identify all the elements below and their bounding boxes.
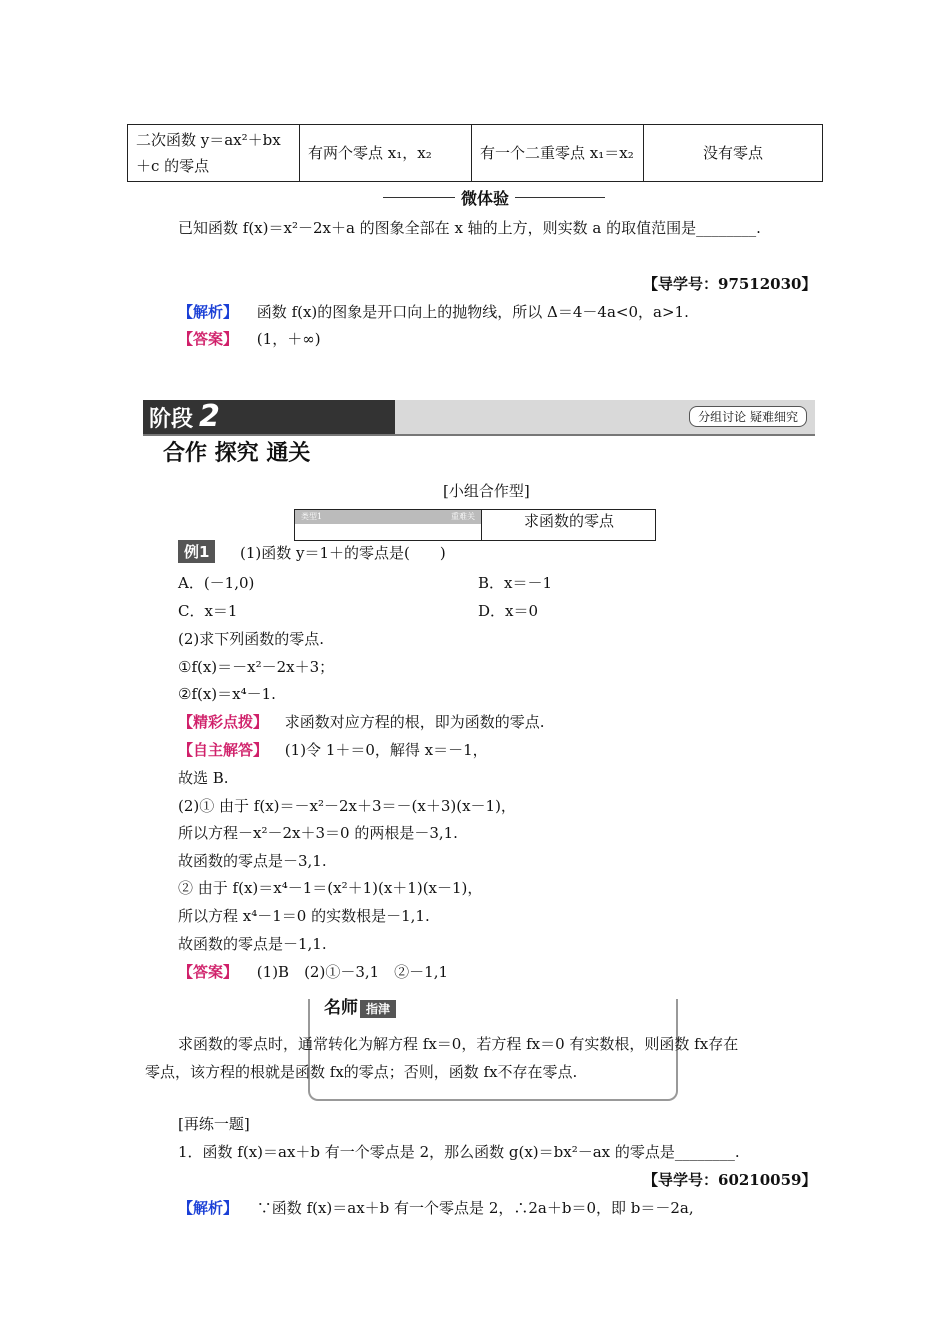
self-solve-line6: ② 由于 f(x)＝x⁴－1＝(x²＋1)(x＋1)(x－1)，	[178, 879, 483, 897]
self-solve-line2: 故选 B.	[178, 769, 229, 787]
type-label-bar: 类型1 重难关	[295, 510, 481, 524]
guide-number: 【导学号：97512030】	[643, 275, 817, 293]
practice-guide-number: 【导学号：60210059】	[643, 1171, 817, 1189]
answer-text: (1，＋∞)	[256, 330, 321, 348]
tip-label: 【精彩点拨】	[178, 713, 269, 731]
zero-table	[127, 124, 823, 182]
tip-text: 求函数对应方程的根，即为函数的零点.	[284, 713, 545, 731]
stage-title: 合作 探究 通关	[155, 437, 318, 471]
practice-analysis-text: ∵函数 f(x)＝ax＋b 有一个零点是 2，∴2a＋b＝0，即 b＝－2a,	[256, 1199, 694, 1217]
stage-tag: 分组讨论 疑难细究	[689, 406, 807, 427]
example-answer-text: (1)B (2)①－3,1 ②－1,1	[256, 963, 449, 981]
self-solve-line1: (1)令 1＋＝0，解得 x＝－1，	[284, 741, 488, 759]
self-solve-line4: 所以方程－x²－2x＋3＝0 的两根是－3,1.	[178, 824, 458, 842]
table-cell-double-zero: 有一个二重零点 x₁＝x₂	[472, 125, 644, 182]
self-solve-label: 【自主解答】	[178, 741, 269, 759]
teacher-tip-line1: 求函数的零点时，通常转化为解方程 fx＝0，若方程 fx＝0 有实数根，则函数 fx存在	[178, 1035, 739, 1053]
group-type-heading: [小组合作型]	[443, 482, 530, 500]
stage-banner	[143, 399, 815, 466]
type-title: 求函数的零点	[481, 510, 656, 540]
practice-title: [再练一题]	[178, 1115, 250, 1133]
table-cell-function: 二次函数 y＝ax²＋bx＋c 的零点	[128, 125, 300, 182]
analysis-label: 【解析】	[178, 303, 239, 321]
example-q2: (2)求下列函数的零点.	[178, 630, 325, 648]
option-d: D．x＝0	[478, 602, 539, 620]
option-a: A．(－1,0)	[178, 574, 255, 592]
table-cell-no-zero: 没有零点	[644, 125, 823, 182]
teacher-tip-line2: 零点，该方程的根就是函数 fx的零点；否则，函数 fx不存在零点.	[145, 1063, 578, 1081]
example-answer-label: 【答案】	[178, 963, 239, 981]
example-q1: (1)函数 y＝1＋的零点是( )	[240, 544, 446, 562]
micro-question: 已知函数 f(x)＝x²－2x＋a 的图象全部在 x 轴的上方，则实数 a 的取值范围是________.	[178, 219, 761, 237]
stage-label: 阶段 2合作 探究 通关	[143, 400, 395, 434]
example-q2a: ①f(x)＝－x²－2x＋3；	[178, 658, 335, 676]
example-q2b: ②f(x)＝x⁴－1.	[178, 685, 276, 703]
option-c: C．x＝1	[178, 602, 238, 620]
self-solve-line5: 故函数的零点是－3,1.	[178, 852, 327, 870]
teacher-tip-heading: 名师 指津	[318, 993, 402, 1018]
example-label: 例1	[178, 540, 215, 563]
practice-question: 1．函数 f(x)＝ax＋b 有一个零点是 2，那么函数 g(x)＝bx²－ax 的零点是________.	[178, 1143, 740, 1161]
option-b: B．x＝－1	[478, 574, 553, 592]
stage-number: 2	[199, 399, 220, 434]
analysis-text: 函数 f(x)的图象是开口向上的抛物线，所以 Δ＝4－4a<0，a>1.	[256, 303, 689, 321]
self-solve-line7: 所以方程 x⁴－1＝0 的实数根是－1,1.	[178, 907, 430, 925]
self-solve-line3: (2)① 由于 f(x)＝－x²－2x＋3＝－(x＋3)(x－1)，	[178, 797, 516, 815]
table-cell-two-zeros: 有两个零点 x₁，x₂	[300, 125, 472, 182]
self-solve-line8: 故函数的零点是－1,1.	[178, 935, 327, 953]
answer-label: 【答案】	[178, 330, 239, 348]
type-box	[294, 509, 656, 541]
micro-title: 微体验	[455, 186, 515, 209]
practice-analysis-label: 【解析】	[178, 1199, 239, 1217]
